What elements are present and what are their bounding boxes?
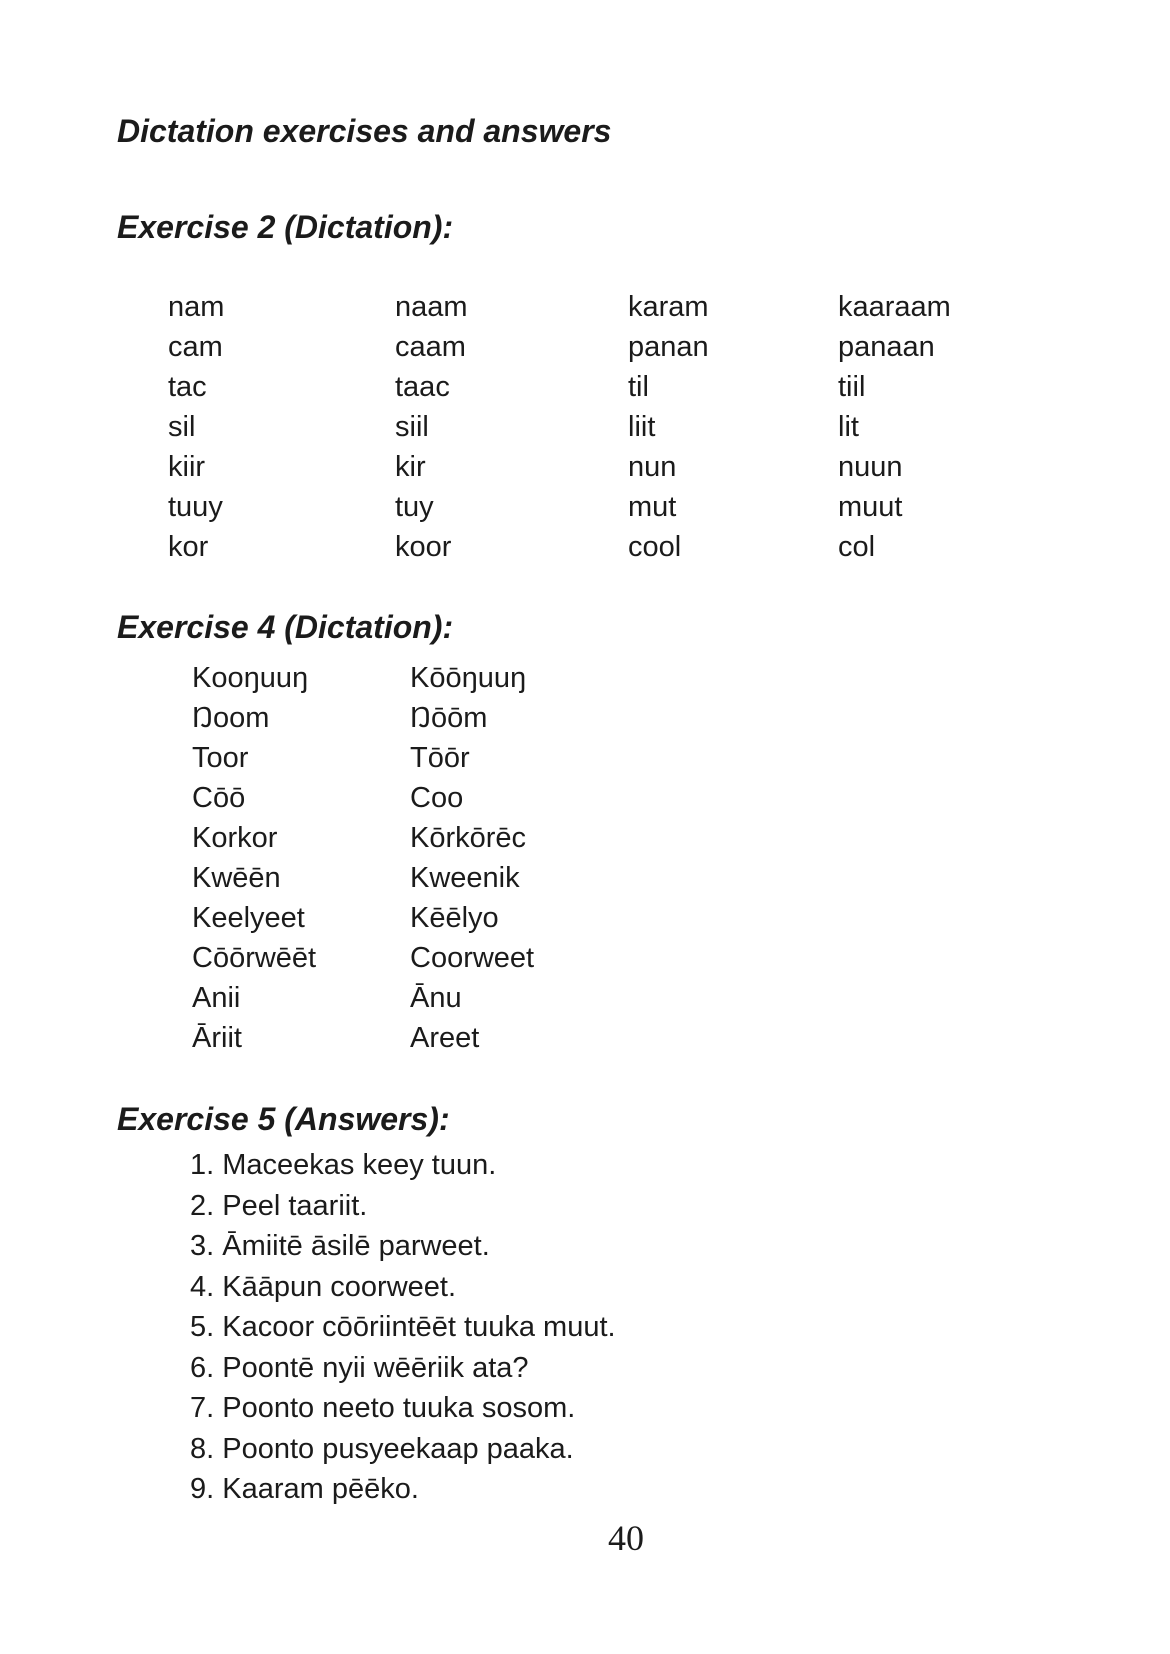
word-cell: Ŋoom (192, 702, 270, 734)
word-cell: Ŋōōm (410, 702, 488, 734)
word-cell: Coo (410, 782, 464, 814)
answer-item: 2. Peel taariit. (190, 1189, 368, 1222)
word-cell: kir (395, 451, 426, 483)
word-cell: sil (168, 411, 196, 443)
word-cell: til (628, 371, 649, 403)
word-cell: lit (838, 411, 859, 443)
word-cell: panaan (838, 331, 935, 363)
answer-item: 1. Maceekas keey tuun. (190, 1149, 497, 1181)
word-cell: panan (628, 331, 709, 363)
word-cell: col (838, 531, 876, 563)
answer-item: 4. Kāāpun coorweet. (190, 1270, 457, 1303)
exercise2-word-table (168, 287, 951, 567)
word-cell: Kōrkōrēc (410, 822, 527, 854)
word-cell: Korkor (192, 822, 278, 854)
exercise2-heading: Exercise 2 (Dictation): (117, 209, 454, 245)
word-cell: caam (395, 331, 466, 363)
word-cell: kaaraam (838, 291, 951, 323)
word-cell: Kwēēn (192, 862, 281, 894)
word-cell: nuun (838, 451, 903, 483)
word-cell: nun (628, 451, 677, 483)
word-cell: kor (168, 531, 209, 563)
answer-item: 3. Āmiitē āsilē parweet. (190, 1230, 490, 1262)
word-cell: Coorweet (410, 942, 535, 974)
word-cell: Cōōrwēēt (192, 942, 317, 974)
answer-item: 8. Poonto pusyeekaap paaka. (190, 1432, 574, 1465)
document-title: Dictation exercises and answers (117, 113, 612, 149)
word-cell: Anii (192, 982, 241, 1014)
word-cell: Toor (192, 742, 249, 774)
word-cell: Cōō (192, 782, 246, 814)
word-cell: cam (168, 331, 223, 363)
exercise4-word-pairs (192, 658, 534, 1058)
word-cell: Kweenik (410, 862, 520, 894)
word-cell: Ānu (410, 982, 462, 1014)
word-cell: taac (395, 371, 450, 403)
word-cell: Areet (410, 1022, 480, 1054)
word-cell: Kooŋuuŋ (192, 662, 309, 694)
page-number: 40 (608, 1518, 644, 1558)
word-cell: Keelyeet (192, 902, 305, 934)
word-cell: cool (628, 531, 682, 563)
word-cell: karam (628, 291, 709, 323)
word-cell: tuuy (168, 491, 223, 523)
answer-item: 7. Poonto neeto tuuka sosom. (190, 1392, 576, 1424)
word-cell: nam (168, 291, 225, 323)
word-cell: liit (628, 411, 656, 443)
answer-item: 9. Kaaram pēēko. (190, 1473, 419, 1505)
word-cell: muut (838, 491, 903, 523)
word-cell: Kōōŋuuŋ (410, 662, 527, 694)
answer-item: 5. Kacoor cōōriintēēt tuuka muut. (190, 1311, 616, 1343)
word-cell: tiil (838, 371, 866, 403)
exercise4-heading: Exercise 4 (Dictation): (117, 609, 454, 645)
word-cell: Tōōr (410, 742, 470, 774)
word-cell: mut (628, 491, 677, 523)
word-cell: Āriit (192, 1022, 242, 1054)
word-cell: tuy (395, 491, 434, 523)
answer-item: 6. Poontē nyii wēēriik ata? (190, 1351, 529, 1384)
word-cell: naam (395, 291, 468, 323)
word-cell: siil (395, 411, 429, 443)
exercise5-answer-list (190, 1145, 616, 1510)
word-cell: Kēēlyo (410, 902, 499, 934)
word-cell: tac (168, 371, 207, 403)
word-cell: koor (395, 531, 452, 563)
exercise5-heading: Exercise 5 (Answers): (117, 1101, 450, 1137)
word-cell: kiir (168, 451, 206, 483)
